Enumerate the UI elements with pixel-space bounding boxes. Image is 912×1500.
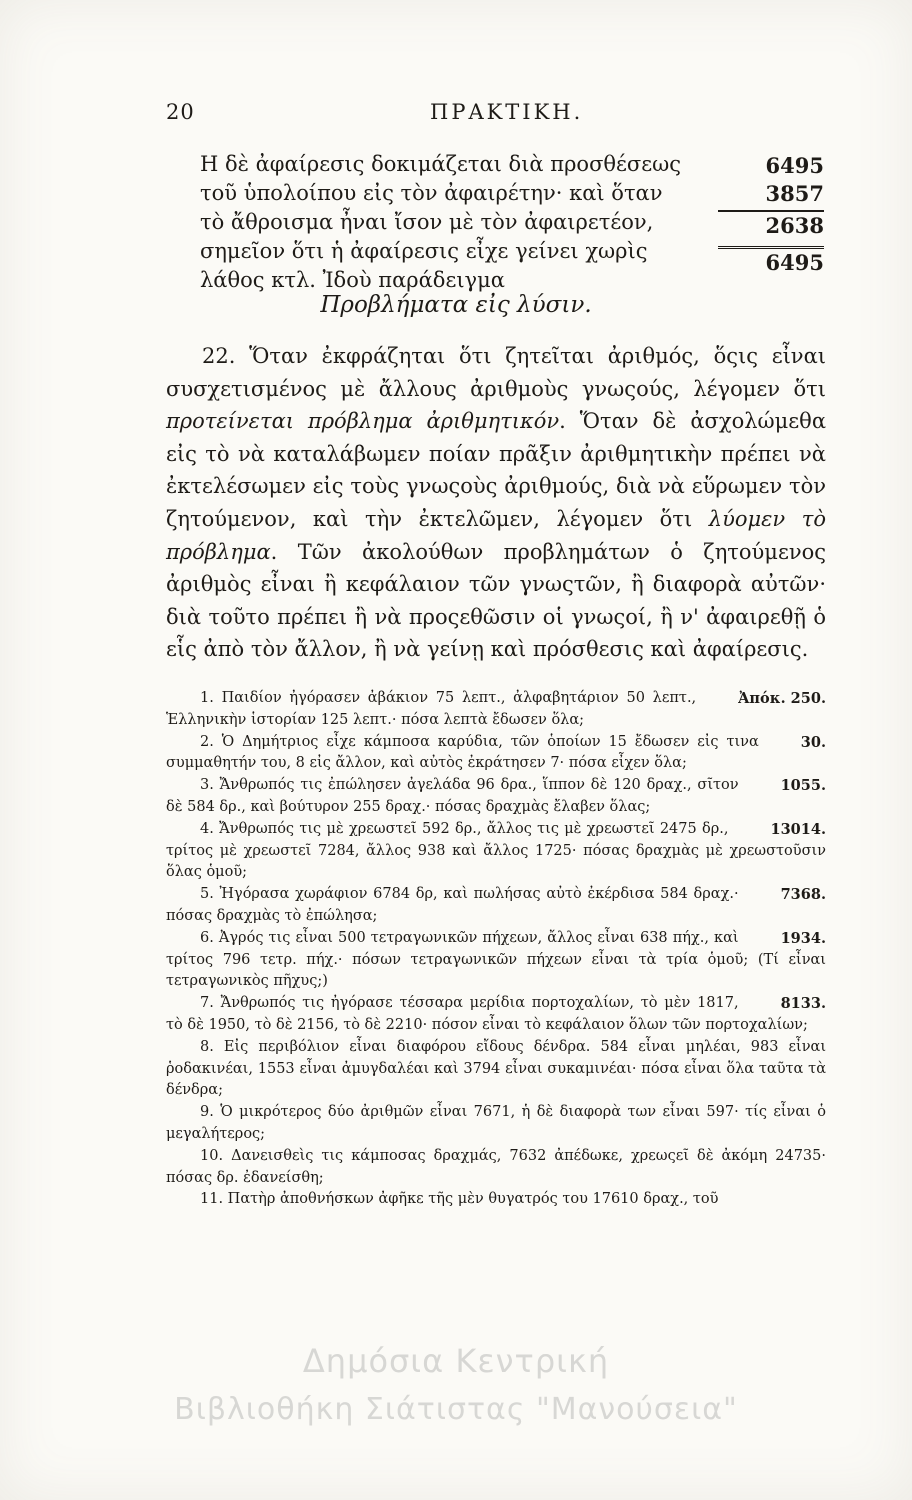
problem-answer: 7368.: [780, 886, 826, 904]
example-difference: 2638: [765, 213, 824, 238]
problem-text: 5. Ἠγόρασα χωράφιον 6784 δρ, καὶ πωλήσας αὐτὸ ἐκέρδισα 584 δραχ.· πόσας δραχμὰς τὸ ἐπώλησα;: [166, 886, 739, 924]
problem-answer: 13014.: [770, 820, 826, 838]
problem-item: [166, 928, 826, 993]
page-header: [166, 100, 816, 130]
problem-answer: 30.: [800, 733, 826, 751]
example-subtrahend: 3857: [765, 181, 824, 206]
problem-text: 4. Ἄνθρωπός τις μὲ χρεωστεῖ 592 δρ., ἄλλος τις μὲ χρεωστεῖ 2475 δρ., τρίτος μὲ χρεωστεῖ 7284, ἄλλος 938 καὶ ἄλλος 1725· πόσας δραχμὰς μὲ χρεωστοῦσιν ὅλας ὁμοῦ;: [166, 820, 826, 881]
problem-text: 11. Πατὴρ ἀποθνήσκων ἀφῆκε τῆς μὲν θυγατρός του 17610 δραχ., τοῦ: [200, 1191, 719, 1208]
paragraph-22-italic-term: προτείνεται πρόβλημα ἀριθμητικόν: [166, 409, 560, 434]
subtraction-example: [718, 152, 824, 277]
problem-answer: 1934.: [780, 929, 826, 947]
problem-answer: 8133.: [780, 995, 826, 1013]
intro-text: Η δὲ ἀφαίρεσις δοκιμάζεται διὰ προσθέσεως τοῦ ὑπολοίπου εἰς τὸν ἀφαιρέτην· καὶ ὅταν τὸ ἄθροισμα ἦναι ἴσον μὲ τὸν ἀφαιρετέον, σημεῖον ὅτι ἡ ἀφαίρεσις εἶχε γείνει χωρὶς λάθος κτλ. Ἰδοὺ παράδειγμα: [200, 152, 682, 292]
problem-text: 6. Ἀγρός τις εἶναι 500 τετραγωνικῶν πήχεων, ἄλλος εἶναι 638 πήχ., καὶ τρίτος 796 τετρ. πήχ.· πόσων τετραγωνικῶν πήχεων εἶναι τὰ τρία ὁμοῦ; (Τί εἶναι τετραγωνικὸς πῆχυς;): [166, 929, 826, 990]
problem-item: [166, 1037, 826, 1102]
problem-text: 8. Εἰς περιβόλιον εἶναι διαφόρου εἴδους δένδρα. 584 εἶναι μηλέαι, 983 εἶναι ῥοδακινέαι, 1553 εἶναι ἀμυγδαλέαι καὶ 3794 εἶναι συκαμινέαι· πόσα εἶναι ὅλα ταῦτα τὰ δένδρα;: [166, 1038, 826, 1099]
problem-item: [166, 1189, 826, 1211]
paragraph-22-lead: 22. Ὅταν ἐκφράζηται ὅτι ζητεῖται ἀριθμός, ὅςις εἶναι συσχετισμένος μὲ ἄλλους ἀριθμοὺς γνωςούς, λέγομεν ὅτι: [166, 344, 826, 401]
problem-text: 10. Δανεισθεὶς τις κάμποσας δραχμάς, 7632 ἀπέδωκε, χρεωςεῖ δὲ ἀκόμη 24735· πόσας δρ. ἐδανείσθη;: [166, 1147, 826, 1186]
problem-item: [166, 993, 826, 1037]
section-title: Προβλήματα εἰς λύσιν.: [320, 292, 592, 318]
problem-answer: Ἀπόκ. 250.: [738, 690, 826, 707]
library-watermark-line1: Δημόσια Κεντρική: [302, 1342, 610, 1380]
problem-text: 2. Ὁ Δημήτριος εἶχε κάμποσα καρύδια, τῶν ὁποίων 15 ἔδωσεν εἰς τινα συμμαθητήν του, 8 εἰς ἄλλον, καὶ αὐτὸς ἐκράτησεν 7· πόσα εἶχεν ὅλα;: [166, 733, 759, 772]
library-watermark-line2: Βιβλιοθήκη Σιάτιστας "Μανούσεια": [174, 1392, 738, 1427]
example-minuend: 6495: [765, 153, 824, 178]
problem-item: [166, 688, 826, 732]
problem-text: 1. Παιδίον ἠγόρασεν ἀβάκιον 75 λεπτ., ἀλφαβητάριον 50 λεπτ., Ἑλληνικὴν ἱστορίαν 125 λεπτ.· πόσα λεπτὰ ἔδωσεν ὅλα;: [166, 690, 697, 728]
paragraph-22-tail: . Τῶν ἀκολούθων προβλημάτων ὁ ζητούμενος ἀριθμὸς εἶναι ἢ κεφάλαιον τῶν γνωςτῶν, ἢ διαφορὰ αὐτῶν· διὰ τοῦτο πρέπει ἢ νὰ προςεθῶσιν οἱ γνωςοί, ἢ ν' ἀφαιρεθῇ ὁ εἷς ἀπὸ τὸν ἄλλον, ἢ νὰ γείνῃ καὶ πρόσθεσις καὶ ἀφαίρεσις.: [166, 539, 826, 662]
problem-item: [166, 1102, 826, 1146]
problem-item: [166, 775, 826, 819]
paragraph-22-mid: . Ὅταν δὲ ἀσχολώμεθα εἰς τὸ νὰ καταλάβωμεν ποίαν πρᾶξιν ἀριθμητικὴν πρέπει νὰ ἐκτελέσωμεν εἰς τοὺς γνωςοὺς ἀριθμούς, διὰ νὰ εὕρωμεν τὸν ζητούμενον, καὶ τὴν ἐκτελῶμεν, λέγομεν ὅτι: [166, 409, 826, 531]
problem-item: [166, 819, 826, 884]
problem-text: 3. Ἄνθρωπός τις ἐπώλησεν ἀγελάδα 96 δρα., ἵππον δὲ 120 δραχ., σῖτον δὲ 584 δρ., καὶ βούτυρον 255 δραχ.· πόσας δραχμὰς ἔλαβεν ὅλας;: [166, 777, 739, 815]
problem-item: [166, 884, 826, 928]
problem-item: [166, 732, 826, 776]
problem-answer: 1055.: [780, 777, 826, 795]
subtraction-check-paragraph: [200, 150, 685, 295]
problem-text: 9. Ὁ μικρότερος δύο ἀριθμῶν εἶναι 7671, ἡ δὲ διαφορὰ των εἶναι 597· τίς εἶναι ὁ μεγαλήτερος;: [166, 1104, 826, 1142]
problem-item: [166, 1146, 826, 1190]
paragraph-22: [166, 340, 826, 666]
page-number: 20: [166, 100, 195, 124]
example-check-sum: 6495: [765, 250, 824, 275]
paragraph-22-italic-solve: λύομεν τὸ πρόβλημα: [166, 506, 826, 564]
problem-list: [166, 688, 826, 1211]
problem-text: 7. Ἄνθρωπός τις ἠγόρασε τέσσαρα μερίδια πορτοχαλίων, τὸ μὲν 1817, τὸ δὲ 1950, τὸ δὲ 2156, τὸ δὲ 2210· πόσον εἶναι τὸ κεφάλαιον ὅλων τῶν πορτοχαλίων;: [166, 995, 808, 1033]
running-title: ΠΡΑΚΤΙΚΗ.: [430, 100, 584, 124]
paragraph-22-text: [166, 340, 826, 666]
